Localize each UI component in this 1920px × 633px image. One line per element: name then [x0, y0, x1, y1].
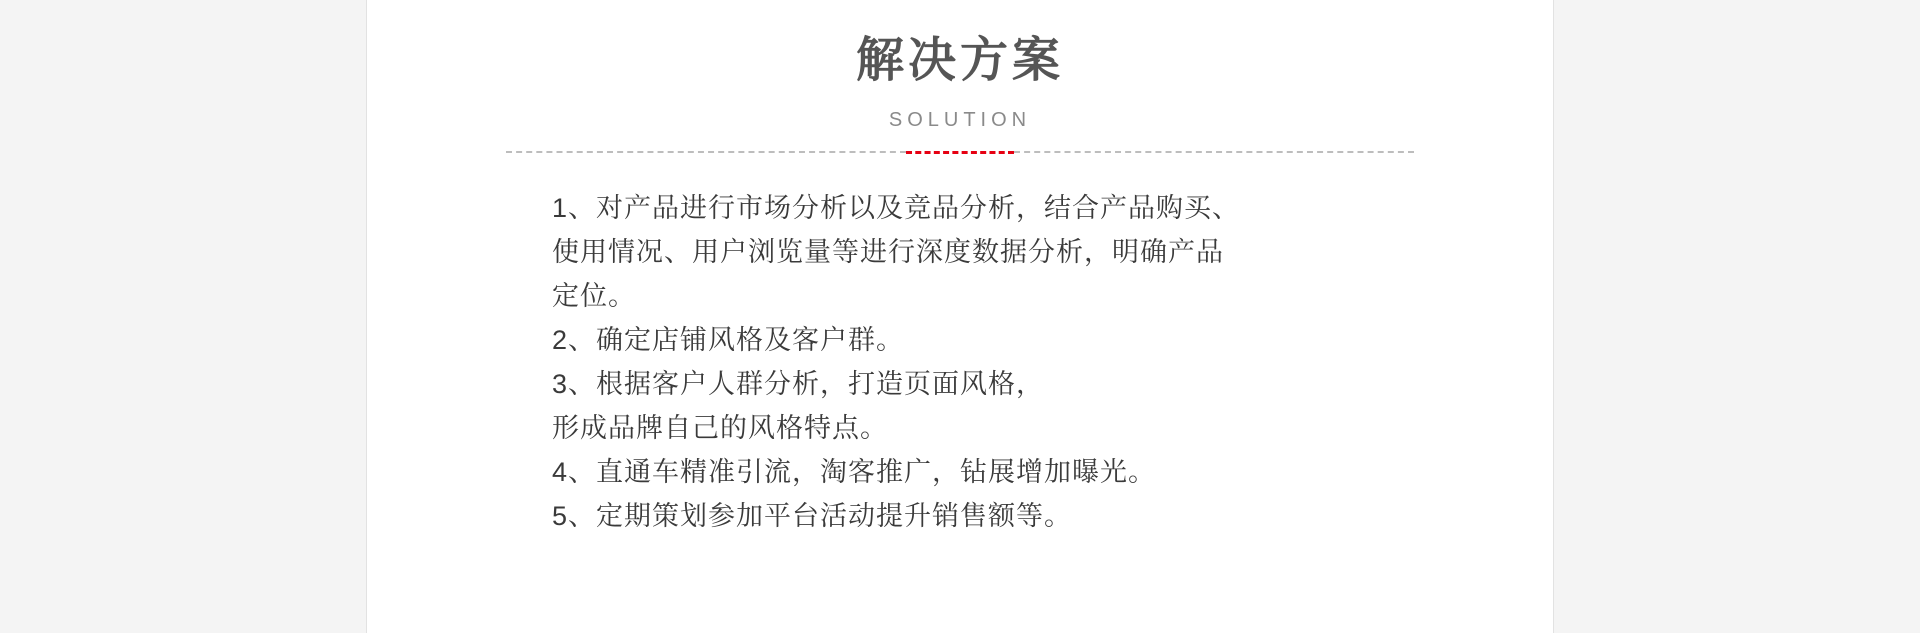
- divider: [506, 150, 1414, 154]
- page-title: 解决方案: [855, 34, 1064, 87]
- divider-dash-accent: [906, 151, 1014, 154]
- list-item: 2、确定店铺风格及客户群。: [552, 325, 905, 355]
- list-item: 使用情况、用户浏览量等进行深度数据分析，明确产品: [552, 237, 1224, 267]
- list-item: 5、定期策划参加平台活动提升销售额等。: [552, 501, 1073, 531]
- solution-list: [552, 186, 1472, 538]
- list-item: 3、根据客户人群分析，打造页面风格，: [552, 369, 1045, 399]
- page-subtitle: SOLUTION: [888, 109, 1032, 131]
- list-item: 4、直通车精准引流，淘客推广，钻展增加曝光。: [552, 457, 1157, 487]
- solution-section: [366, 0, 1554, 633]
- list-item: 定位。: [552, 281, 636, 311]
- list-item: 1、对产品进行市场分析以及竞品分析，结合产品购买、: [552, 193, 1241, 223]
- divider-dash-left: [506, 151, 906, 153]
- list-item: 形成品牌自己的风格特点。: [552, 413, 888, 443]
- divider-dash-right: [1014, 151, 1414, 153]
